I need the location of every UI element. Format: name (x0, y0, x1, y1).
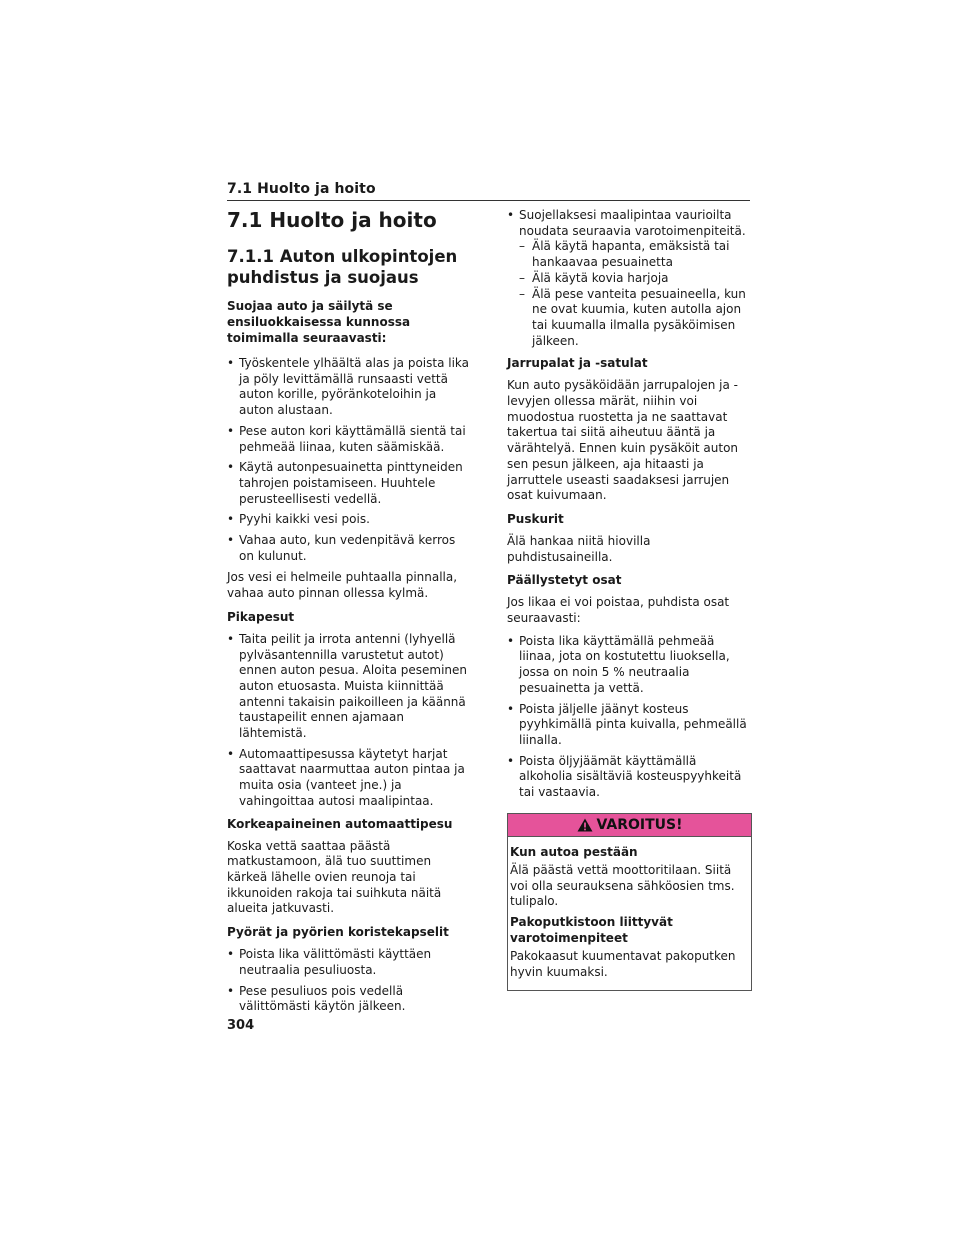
subheading-korkeapaine: Korkeapaineinen automaattipesu (227, 816, 453, 831)
warning-subheading-washing: Kun autoa pestään (510, 844, 638, 859)
list-item: • Pese pesuliuos pois vedellä välittömästi käytön jälkeen. (227, 983, 406, 1014)
pikapesut-list (227, 632, 471, 810)
paallystetyt-paragraph: Jos likaa ei voi poistaa, puhdista osat seuraavasti: (507, 595, 730, 626)
care-steps-list (227, 356, 471, 564)
warning-banner (508, 814, 751, 837)
paallystetyt-list (507, 634, 751, 801)
list-item: • Pese auton kori käyttämällä sientä tai pehmeää liinaa, kuten säämiskää. (227, 423, 466, 454)
precaution-sublist (519, 239, 751, 349)
list-item: • Työskentele ylhäältä alas ja poista lika ja pöly levittämällä runsaasti vettä auton korille, pyöränkoteloihin ja auton alustaan. (227, 356, 470, 418)
list-item: • Vahaa auto, kun vedenpitävä kerros on kulunut. (227, 533, 456, 563)
warning-box (507, 813, 752, 992)
jarrupalat-paragraph: Kun auto pysäköidään jarrupalojen ja -levyjen ollessa märät, niihin voi muodostua ruostetta ja ne saattavat takertua tai siitä aiheutuu ääntä ja värähtelyä. Ennen kuin pysäköit auton sen pesun jälkeen, aja hitaasti ja jarruttele useasti saadaksesi jarrujen osat kuivumaan. (507, 378, 739, 503)
left-column (227, 208, 471, 1021)
warning-subheading-exhaust: Pakoputkistoon liittyvät varotoimenpiteet (510, 914, 673, 945)
list-item: • Pyyhi kaikki vesi pois. (227, 512, 370, 527)
warning-exhaust-text: Pakokaasut kuumentavat pakoputken hyvin kuumaksi. (510, 948, 736, 979)
list-item: • Poista öljyjäämät käyttämällä alkoholia sisältäviä kosteuspyyhkeitä tai vastaavia. (507, 753, 742, 800)
list-item: • Käytä autonpesuainetta pinttyneiden tahrojen poistamiseen. Huuhtele perusteellisesti vedellä. (227, 460, 463, 506)
list-item: • Suojellaksesi maalipintaa vaurioilta noudata seuraavia varotoimenpiteitä. – Älä käytä hapanta, emäksistä tai hankaavaa pesuainetta – Älä käytä kovia harjoja – Älä pese vanteita pesuaineella, kun ne ovat kuumia, kuten autolla ajon tai kuumalla ilmalla pysäköimisen jälkeen. (507, 208, 751, 349)
header-title: 7.1 Huolto ja hoito (227, 181, 376, 197)
list-item: • Taita peilit ja irrota antenni (lyhyellä pylväsantennilla varustetut autot) ennen auton pesua. Aloita peseminen auton etuosasta. Muista kiinnittää antenni takaisin paikoilleen ja käännä taustapeilit ennen ajamaan lähtemistä. (227, 631, 468, 741)
warning-content (508, 837, 751, 991)
paint-protection-list (507, 208, 751, 349)
right-column (507, 208, 751, 991)
subheading-jarrupalat: Jarrupalat ja -satulat (507, 356, 648, 371)
warning-label: VAROITUS! (596, 816, 683, 833)
list-item: • Poista jäljelle jäänyt kosteus pyyhkimällä pinta kuivalla, pehmeällä liinalla. (507, 701, 747, 747)
warning-washing-text: Älä päästä vettä moottoritilaan. Siitä voi olla seurauksena sähköosien tms. tulipalo. (510, 862, 735, 909)
list-item: • Poista lika käyttämällä pehmeää liinaa, jota on kostutettu liuoksella, jossa on noin 5 % neutraalia pesuainetta ja vettä. (507, 633, 730, 695)
list-item: • Poista lika välittömästi käyttäen neutraalia pesuliuosta. (227, 947, 432, 977)
sublist-item: – Älä pese vanteita pesuaineella, kun ne ovat kuumia, kuten autolla ajon tai kuumalla ilmalla pysäköimisen jälkeen. (519, 286, 746, 348)
wax-paragraph: Jos vesi ei helmeile puhtaalla pinnalla, vahaa auto pinnan ollessa kylmä. (227, 570, 458, 601)
subheading-pikapesut: Pikapesut (227, 609, 295, 624)
subheading-puskurit: Puskurit (507, 511, 564, 526)
subheading-paallystetyt: Päällystetyt osat (507, 573, 622, 588)
subheading-pyorat: Pyörät ja pyörien koristekapselit (227, 925, 449, 940)
list-item: • Automaattipesussa käytetyt harjat saattavat naarmuttaa auton pintaa ja muita osia (vanteet jne.) ja vahingoittaa autosi maalipintaa. (227, 746, 465, 808)
running-header (227, 178, 750, 201)
sublist-item: – Älä käytä hapanta, emäksistä tai hankaavaa pesuainetta (519, 239, 730, 270)
warning-triangle-icon (577, 818, 593, 832)
page-number: 304 (227, 1018, 255, 1033)
puskurit-paragraph: Älä hankaa niitä hiovilla puhdistusaineilla. (507, 533, 651, 564)
pyorat-list (227, 947, 471, 1015)
sublist-item: – Älä käytä kovia harjoja (519, 270, 669, 285)
lead-text: Suojaa auto ja säilytä se ensiluokkaisessa kunnossa toimimalla seuraavasti: (227, 299, 411, 345)
chapter-title: 7.1 Huolto ja hoito (227, 208, 437, 232)
section-title: 7.1.1 Auton ulkopintojen puhdistus ja suojaus (227, 247, 458, 287)
korkeapaine-paragraph: Koska vettä saattaa päästä matkustamoon, älä tuo suuttimen kärkeä lähelle ovien reunoja tai ikkunoiden rakoja tai suihkuta näitä alueita jatkuvasti. (227, 838, 442, 916)
